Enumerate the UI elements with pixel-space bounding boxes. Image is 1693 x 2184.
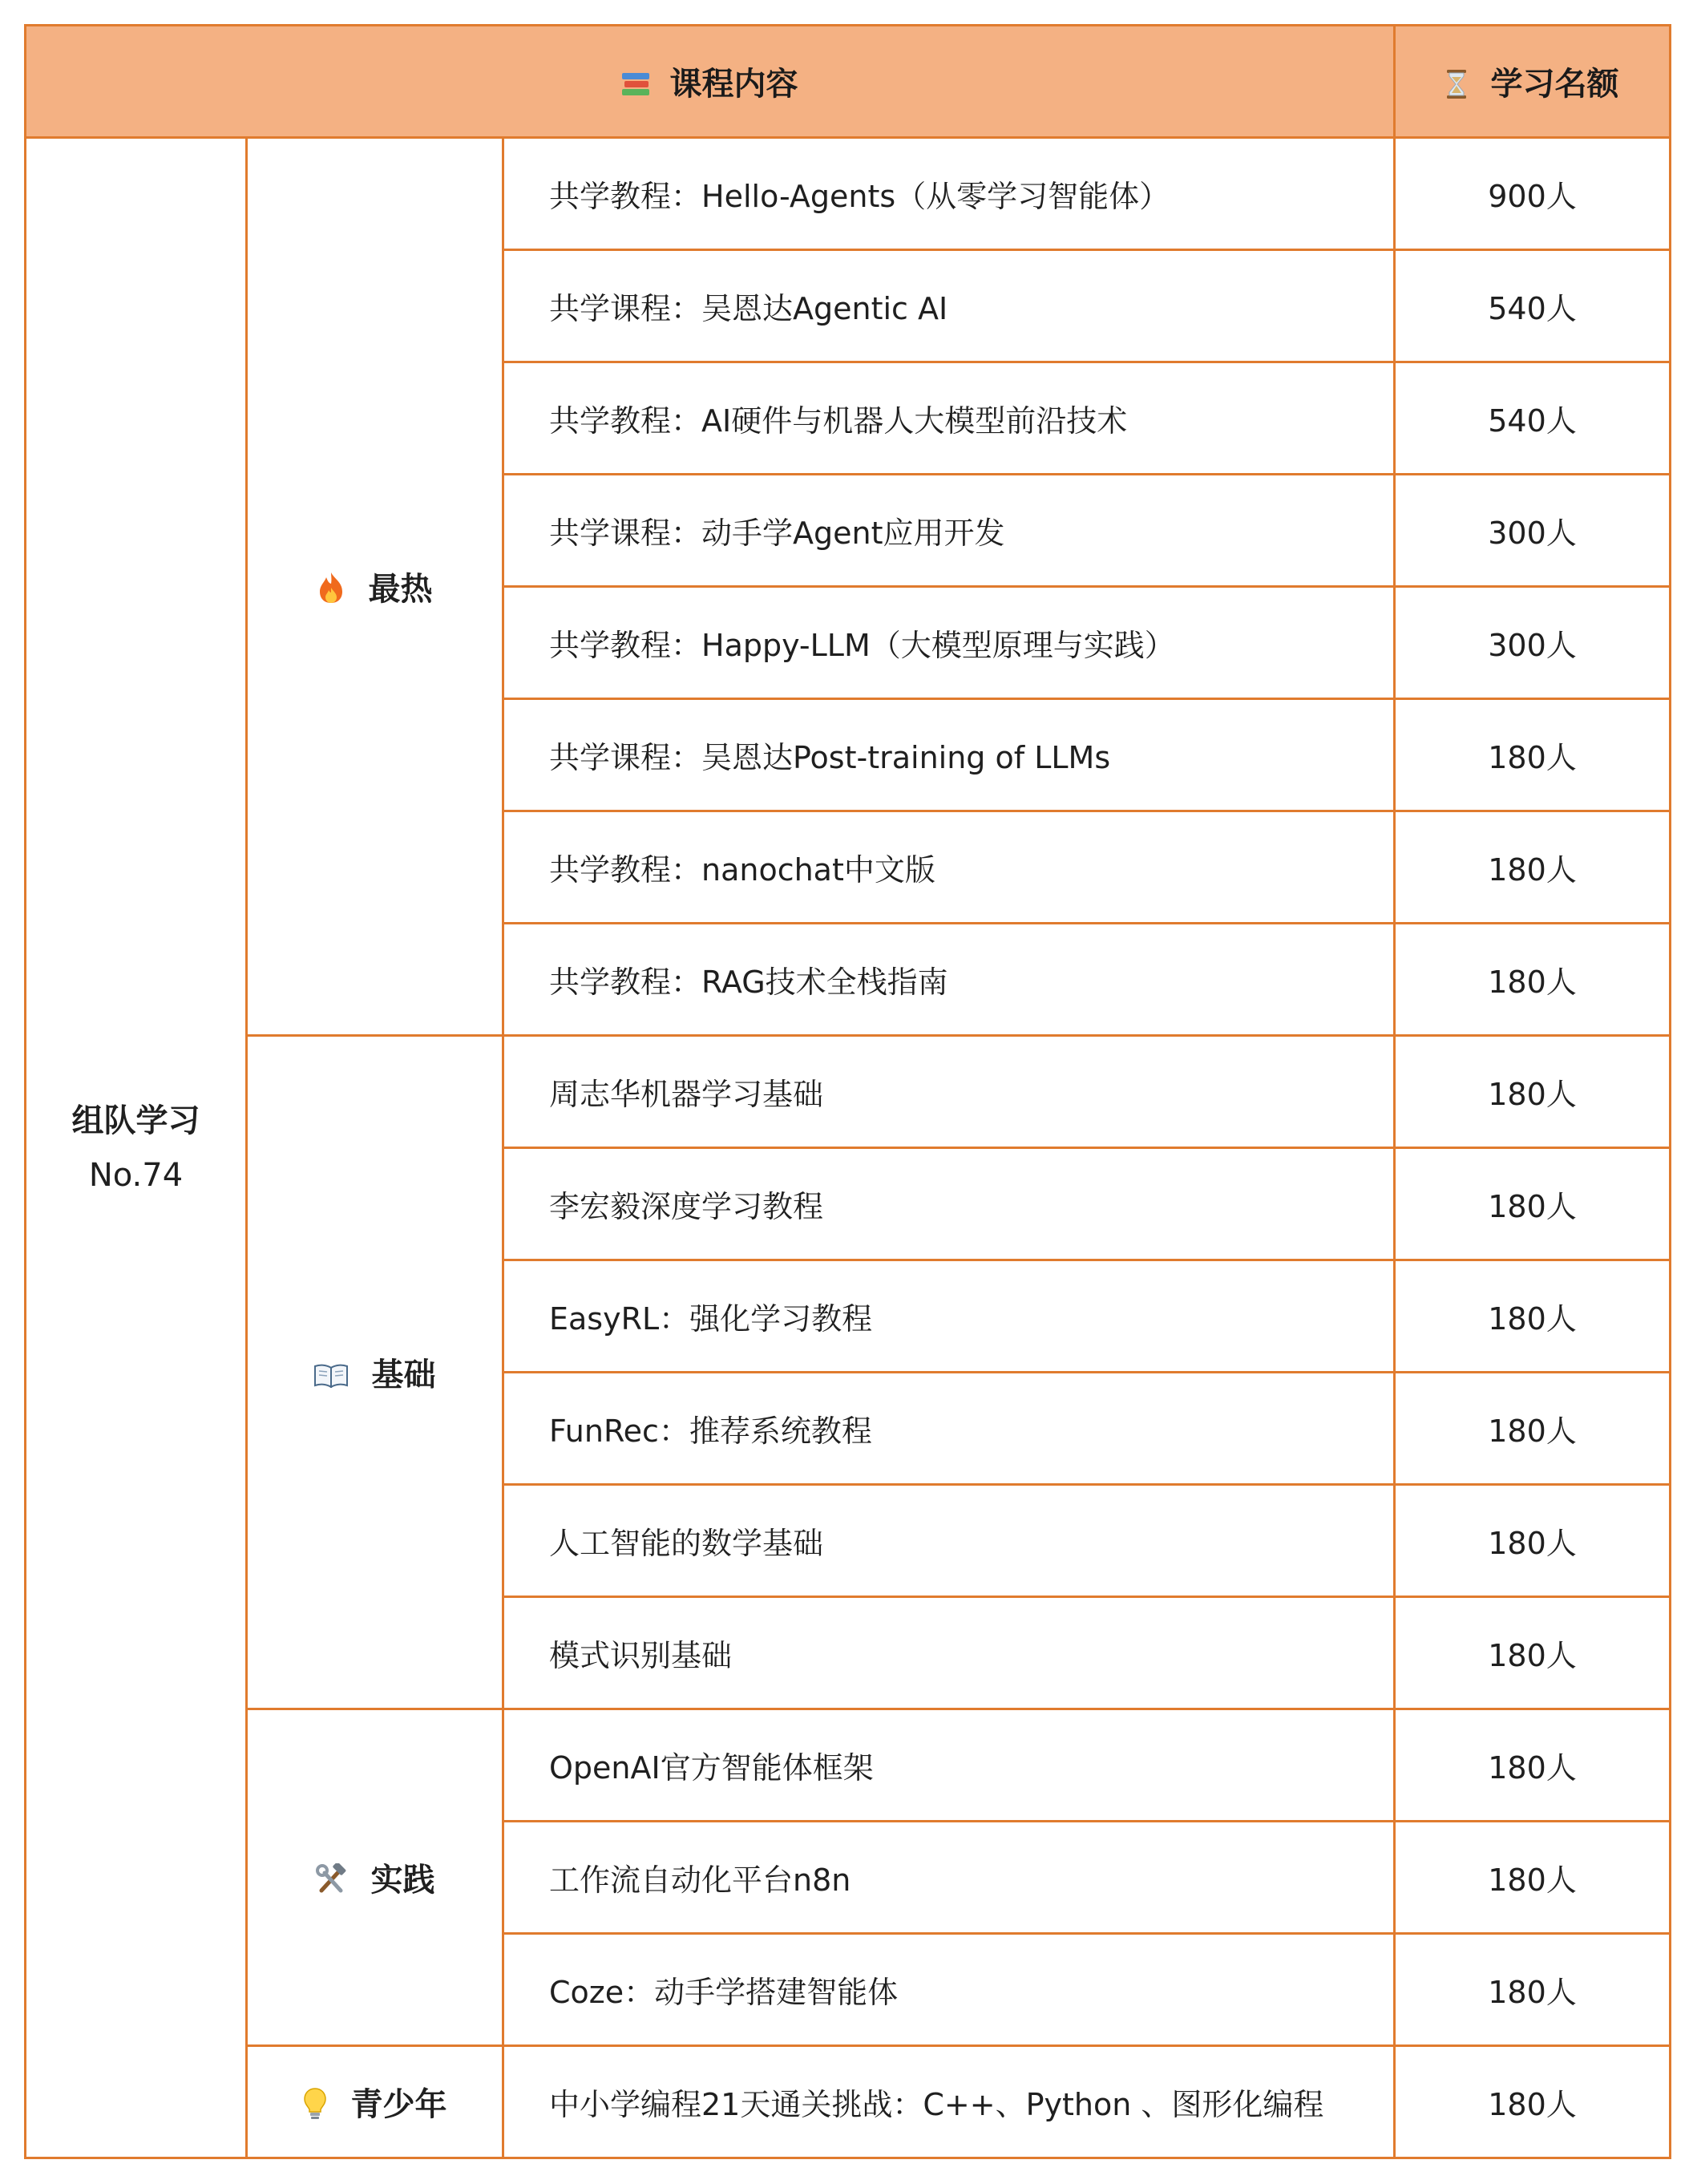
course-quota: 180人 [1395,1822,1671,1934]
course-quota: 180人 [1395,1709,1671,1822]
quota-column-header [1395,26,1671,138]
category-label: 青少年 [350,2086,447,2123]
group-label-cell [26,138,247,2158]
course-name: 中小学编程21天通关挑战：C++、Python 、图形化编程 [503,2046,1395,2158]
table-row [26,1709,1671,1822]
course-name: 工作流自动化平台n8n [503,1822,1395,1934]
course-name: 共学教程：Hello-Agents（从零学习智能体） [503,138,1395,250]
books-icon [622,73,649,97]
course-quota-table-wrapper [24,24,1669,2159]
course-name: 共学教程：AI硬件与机器人大模型前沿技术 [503,362,1395,475]
light-bulb-icon [303,2087,327,2121]
course-quota: 540人 [1395,362,1671,475]
course-quota: 180人 [1395,1036,1671,1148]
quota-column-title: 学习名额 [1490,66,1619,103]
course-quota: 180人 [1395,1934,1671,2046]
course-quota: 180人 [1395,1597,1671,1709]
category-cell-practice [247,1709,503,2046]
course-column-title: 课程内容 [669,66,798,103]
course-quota: 180人 [1395,1373,1671,1485]
table-row [26,2046,1671,2158]
table-row [26,1036,1671,1148]
course-name: 共学课程：动手学Agent应用开发 [503,475,1395,587]
group-label: 组队学习 [71,1102,200,1139]
category-cell-hot [247,138,503,1036]
course-name: 共学课程：吴恩达Post-training of LLMs [503,699,1395,811]
course-quota: 180人 [1395,699,1671,811]
course-name: 共学教程：nanochat中文版 [503,811,1395,924]
course-name: 周志华机器学习基础 [503,1036,1395,1148]
course-quota: 180人 [1395,1148,1671,1260]
hammer-wrench-icon [315,1863,347,1895]
category-cell-basics [247,1036,503,1709]
course-name: 共学教程：Happy-LLM（大模型原理与实践） [503,587,1395,699]
course-quota: 900人 [1395,138,1671,250]
category-cell-youth [247,2046,503,2158]
course-quota-table [24,24,1671,2159]
course-name: 李宏毅深度学习教程 [503,1148,1395,1260]
course-quota: 540人 [1395,250,1671,362]
course-column-header [26,26,1395,138]
course-name: FunRec：推荐系统教程 [503,1373,1395,1485]
course-quota: 180人 [1395,1485,1671,1597]
category-label: 最热 [368,571,433,608]
course-quota: 180人 [1395,811,1671,924]
course-quota: 180人 [1395,2046,1671,2158]
course-quota: 300人 [1395,475,1671,587]
group-number: No.74 [88,1156,184,1194]
course-quota: 300人 [1395,587,1671,699]
fire-icon [317,572,345,604]
course-quota: 180人 [1395,924,1671,1036]
course-name: EasyRL：强化学习教程 [503,1260,1395,1373]
open-book-icon [314,1364,348,1388]
course-name: 人工智能的数学基础 [503,1485,1395,1597]
course-name: 共学教程：RAG技术全栈指南 [503,924,1395,1036]
course-quota: 180人 [1395,1260,1671,1373]
category-label: 基础 [371,1357,436,1393]
header-row [26,26,1671,138]
course-name: 模式识别基础 [503,1597,1395,1709]
course-name: Coze：动手学搭建智能体 [503,1934,1395,2046]
hourglass-icon [1446,70,1467,99]
course-name: OpenAI官方智能体框架 [503,1709,1395,1822]
table-row [26,138,1671,250]
course-name: 共学课程：吴恩达Agentic AI [503,250,1395,362]
category-label: 实践 [370,1862,435,1899]
